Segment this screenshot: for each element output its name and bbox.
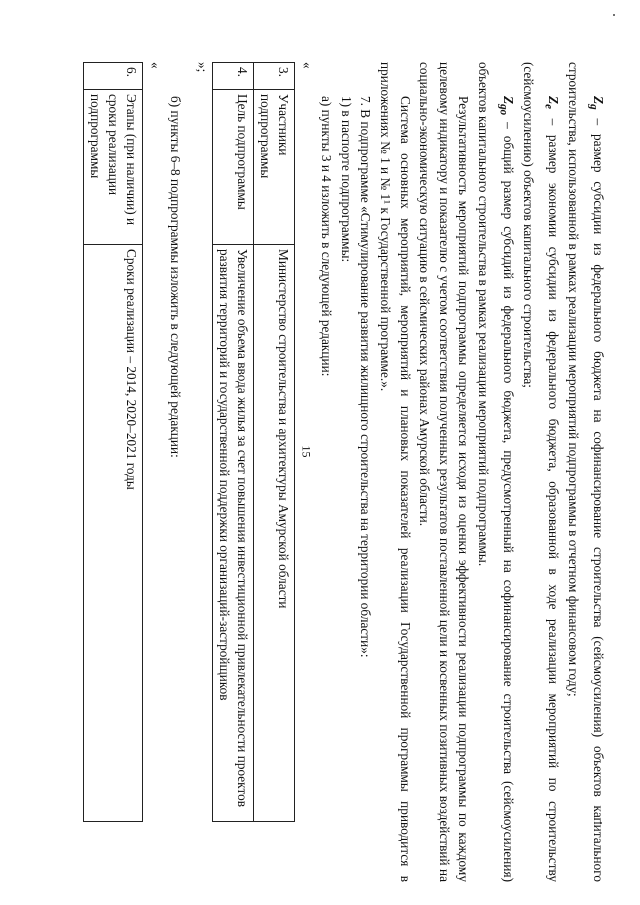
paragraph-7-1b: б) пункты 6–8 подпрограммы изложить в следующей редакции: [167, 96, 183, 458]
row-value: Министерство строительства и архитектуры Амурской области [254, 245, 295, 822]
passport-table-2 [83, 62, 143, 822]
row-value: Увеличение объема ввода жилья за счет повышения инвестиционной привлекательности проектов развития территорий и государственной поддержки организаций-застройщиков [213, 245, 254, 822]
formula-symbol: $Z_g$ [587, 96, 606, 110]
scan-speck [613, 14, 615, 16]
row-label: Цель подпрограммы [213, 90, 254, 245]
formula-symbol: $Z_e$ [542, 96, 562, 110]
page-number: 15 [299, 445, 314, 458]
paragraph-ze: $Z_e$ – размер экономии субсидии из федерального бюджета, образованной в ходе реализации мероприятий по строительству (сейсмоусилению) объектов капитального строительства; [520, 62, 562, 882]
paragraph-zgo: $Z_{go}$ – общий размер субсидий из федерального бюджета, предусмотренный на софинансирование строительства (сейсмоусиления) объектов капитального строительства в рамках реализации мероприятий подпрограммы. [476, 62, 517, 882]
row-number: 6. [84, 63, 143, 90]
row-value: Сроки реализации – 2014, 2020–2021 годы [84, 245, 143, 822]
close-quote: »; [195, 62, 211, 73]
paragraph-system: Система основных мероприятий, мероприятий и плановых показателей реализации Государственной программы приводится в приложениях № 1 и № 1¹ к Государственной программе.». [378, 62, 413, 882]
open-quote: « [299, 62, 315, 69]
table-row [84, 63, 143, 822]
row-label: Этапы (при наличии) и сроки реализации подпрограммы [84, 90, 143, 245]
formula-symbol: $Z_{go}$ [497, 96, 517, 116]
table-row [213, 63, 254, 822]
paragraph-results: Результативность мероприятий подпрограммы определяется исходя из оценки эффективности реализации подпрограммы по каждому целевому индикатору и показателю с учетом соответствия полученных результатов поставленной цели и косвенных позитивных воздействий на социально-экономическую ситуацию в сейсмических районах Амурской области. [417, 62, 472, 882]
paragraph-zg: $Z_g$ – размер субсидии из федерального бюджета на софинансирование строительства (сейсмоусиления) объектов капитального строительства, использованной в рамках реализации мероприятий подпрограммы в отчетном финансовом году; [565, 62, 606, 882]
row-number: 3. [254, 63, 295, 90]
document-body [48, 62, 608, 882]
table-row [254, 63, 295, 822]
paragraph-7: 7. В подпрограмме «Стимулирование развития жилищного строительства на территории области»: [358, 96, 374, 658]
paragraph-7-1a: а) пункты 3 и 4 изложить в следующей редакции: [319, 96, 335, 377]
row-label: Участники подпрограммы [254, 90, 295, 245]
open-quote: « [147, 62, 163, 69]
paragraph-7-1: 1) в паспорте подпрограммы: [338, 96, 354, 263]
row-number: 4. [213, 63, 254, 90]
passport-table-1 [212, 62, 295, 822]
